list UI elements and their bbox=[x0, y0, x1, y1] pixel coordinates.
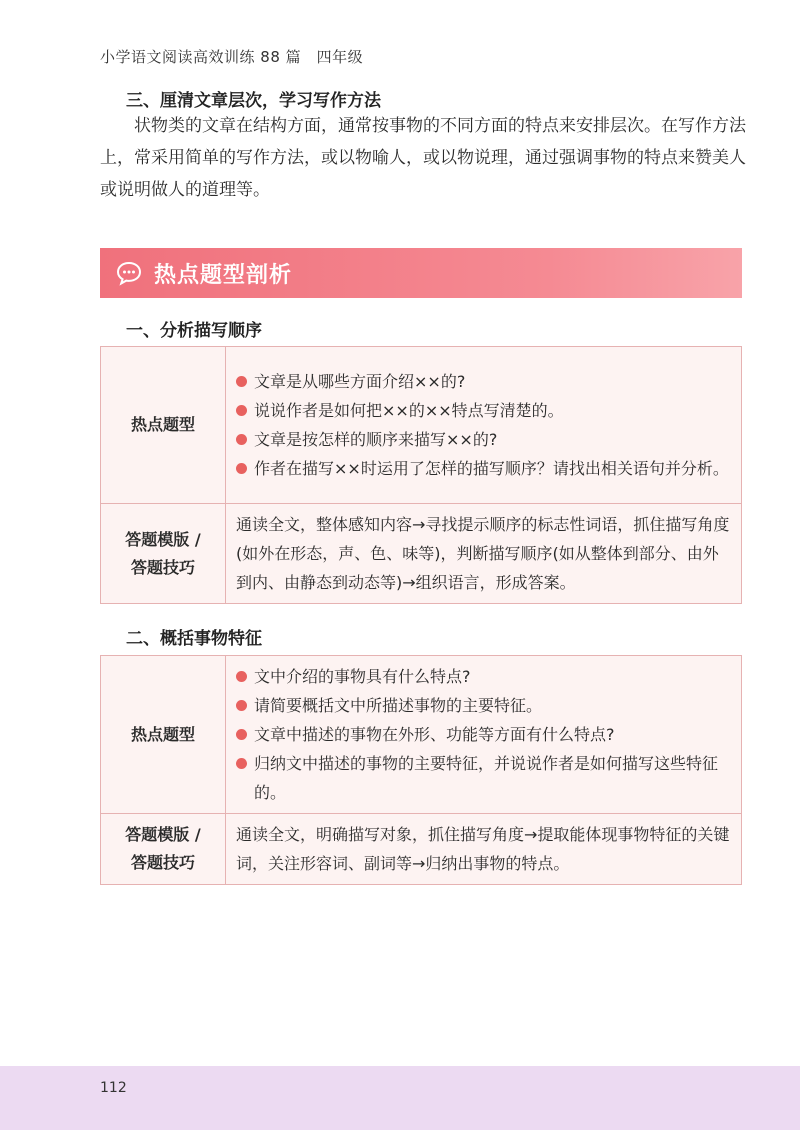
list-item: 作者在描写××时运用了怎样的描写顺序？请找出相关语句并分析。 bbox=[236, 454, 731, 483]
list-item: 文章中描述的事物在外形、功能等方面有什么特点? bbox=[236, 720, 731, 749]
bullet-dot-icon bbox=[236, 700, 247, 711]
part1-table bbox=[100, 346, 742, 604]
list-item: 归纳文中描述的事物的主要特征，并说说作者是如何描写这些特征的。 bbox=[236, 749, 731, 807]
part2-types-row bbox=[101, 656, 742, 814]
part2-questions bbox=[226, 656, 742, 814]
list-item: 文章是从哪些方面介绍××的? bbox=[236, 367, 731, 396]
bullet-dot-icon bbox=[236, 463, 247, 474]
bullet-dot-icon bbox=[236, 758, 247, 769]
speech-bubble-icon bbox=[116, 260, 142, 286]
part1-template-row bbox=[101, 504, 742, 604]
part2-table bbox=[100, 655, 742, 885]
bullet-dot-icon bbox=[236, 405, 247, 416]
list-item: 说说作者是如何把××的××特点写清楚的。 bbox=[236, 396, 731, 425]
part2-types-label: 热点题型 bbox=[101, 656, 226, 814]
part2-heading: 二、概括事物特征 bbox=[126, 629, 262, 649]
part1-questions bbox=[226, 347, 742, 504]
part1-types-row bbox=[101, 347, 742, 504]
section3-heading: 三、厘清文章层次，学习写作方法 bbox=[126, 91, 381, 111]
list-item: 文中介绍的事物具有什么特点? bbox=[236, 662, 731, 691]
bullet-dot-icon bbox=[236, 671, 247, 682]
part2-template-row bbox=[101, 814, 742, 885]
list-item: 请简要概括文中所描述事物的主要特征。 bbox=[236, 691, 731, 720]
bullet-dot-icon bbox=[236, 434, 247, 445]
part1-template-text: 通读全文，整体感知内容→寻找提示顺序的标志性词语，抓住描写角度(如外在形态，声、色、味等)，判断描写顺序(如从整体到部分、由外到内、由静态到动态等)→组织语言，形成答案。 bbox=[226, 504, 742, 604]
section-banner bbox=[100, 248, 742, 298]
running-head: 小学语文阅读高效训练 88 篇 四年级 bbox=[100, 48, 364, 66]
banner-title: 热点题型剖析 bbox=[154, 262, 293, 288]
bullet-dot-icon bbox=[236, 376, 247, 387]
footer-band bbox=[0, 1066, 800, 1130]
part2-template-text: 通读全文，明确描写对象，抓住描写角度→提取能体现事物特征的关键词，关注形容词、副词等→归纳出事物的特点。 bbox=[226, 814, 742, 885]
page-number: 112 bbox=[100, 1080, 127, 1096]
section3-paragraph: 状物类的文章在结构方面，通常按事物的不同方面的特点来安排层次。在写作方法上，常采用简单的写作方法，或以物喻人，或以物说理，通过强调事物的特点来赞美人或说明做人的道理等。 bbox=[100, 116, 746, 200]
part1-types-label: 热点题型 bbox=[101, 347, 226, 504]
part1-heading: 一、分析描写顺序 bbox=[126, 321, 262, 341]
bullet-dot-icon bbox=[236, 729, 247, 740]
part2-template-label: 答题模版 / 答题技巧 bbox=[101, 814, 226, 885]
list-item: 文章是按怎样的顺序来描写××的? bbox=[236, 425, 731, 454]
part1-template-label: 答题模版 / 答题技巧 bbox=[101, 504, 226, 604]
